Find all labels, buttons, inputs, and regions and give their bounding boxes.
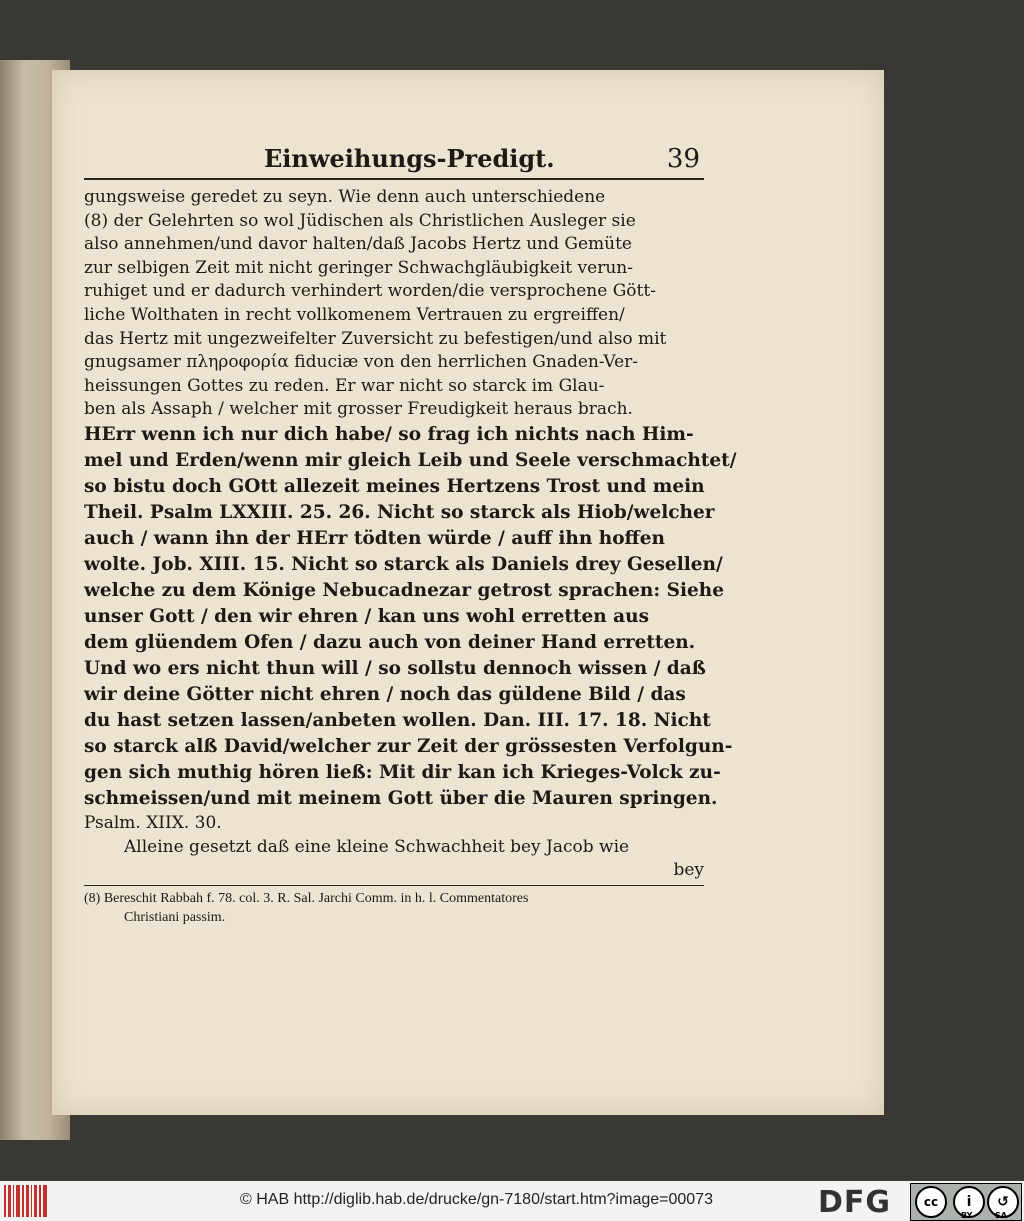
running-title: Einweihungs-Predigt. [264, 144, 555, 173]
quote-line: wir deine Götter nicht ehren / noch das güldene Bild / das [84, 683, 686, 705]
text-line: gnugsamer πληροφορία fiduciæ von den herrlichen Gnaden-Ver- [84, 352, 639, 373]
footer-bar [0, 1181, 1024, 1221]
text-line: heissungen Gottes zu reden. Er war nicht so starck im Glau- [84, 375, 605, 396]
quote-line: dem glüendem Ofen / dazu auch von deiner Hand erretten. [84, 631, 696, 653]
text-line: ben als Assaph / welcher mit grosser Freudigkeit heraus brach. [84, 399, 633, 420]
sa-icon: ↺ [987, 1186, 1019, 1218]
text-line: liche Wolthaten in recht vollkomenem Vertrauen zu ergreiffen/ [84, 304, 625, 325]
text-line: Alleine gesetzt daß eine kleine Schwachheit bey Jacob wie [124, 836, 630, 857]
copyright-link[interactable]: © HAB http://diglib.hab.de/drucke/gn-7180/start.htm?image=00073 [240, 1191, 713, 1208]
text-line: Theil. Psalm LXXIII. 25. 26. Nicht so starck als Hiob/welcher [84, 501, 715, 523]
text-line: so starck alß David/welcher zur Zeit der grössesten Verfolgun- [84, 735, 733, 757]
text-line: gen sich muthig hören ließ: Mit dir kan ich Krieges-Volck zu- [84, 761, 721, 783]
cc-sa-label: SA [995, 1211, 1007, 1220]
quote-line: HErr wenn ich nur dich habe/ so frag ich nichts nach Him- [84, 423, 694, 445]
quote-line: mel und Erden/wenn mir gleich Leib und Seele verschmachtet/ [84, 449, 737, 471]
footnote-rule [84, 885, 704, 886]
cc-license-badge[interactable] [910, 1183, 1022, 1221]
page-number: 39 [666, 144, 700, 174]
text-line: welche zu dem Könige Nebucadnezar getrost sprachen: Siehe [84, 579, 724, 601]
text-line: auch / wann ihn der HErr tödten würde / auff ihn hoffen [84, 527, 665, 549]
hab-barcode-logo [4, 1185, 48, 1217]
book-page [52, 70, 884, 1115]
catchword: bey [673, 860, 704, 881]
quote-line: so bistu doch GOtt allezeit meines Hertzens Trost und mein [84, 475, 705, 497]
text-line: zur selbigen Zeit mit nicht geringer Schwachgläubigkeit verun- [84, 257, 633, 278]
text-line: wolte. Job. XIII. 15. Nicht so starck als Daniels drey Gesellen/ [84, 553, 723, 575]
text-line: das Hertz mit ungezweifelter Zuversicht zu befestigen/und also mit [84, 328, 667, 349]
text-line: du hast setzen lassen/anbeten wollen. Dan. III. 17. 18. Nicht [84, 709, 711, 731]
quote-line: Und wo ers nicht thun will / so sollstu dennoch wissen / daß [84, 657, 706, 679]
running-head [84, 144, 704, 180]
text-line: (8) der Gelehrten so wol Jüdischen als Christlichen Ausleger sie [84, 210, 636, 231]
body-text [84, 186, 737, 881]
text-line: Psalm. XIIX. 30. [84, 812, 222, 833]
text-line: also annehmen/und davor halten/daß Jacobs Hertz und Gemüte [84, 234, 632, 255]
quote-line: unser Gott / den wir ehren / kan uns wohl erretten aus [84, 605, 649, 627]
footnotes [84, 889, 704, 927]
cc-by-label: BY [961, 1211, 973, 1220]
text-line: gungsweise geredet zu seyn. Wie denn auch unterschiedene [84, 187, 606, 207]
quote-line: schmeissen/und mit meinem Gott über die Mauren springen. [84, 787, 718, 809]
by-icon: i [953, 1186, 985, 1218]
page-content [84, 144, 737, 927]
dfg-logo: DFG [818, 1185, 892, 1220]
text-line: ruhiget und er dadurch verhindert worden/die versprochene Gött- [84, 281, 656, 302]
cc-icon: cc [915, 1186, 947, 1218]
footnote-line: (8) Bereschit Rabbah f. 78. col. 3. R. Sal. Jarchi Comm. in h. l. Commentatores [84, 891, 529, 907]
footnote-line: Christiani passim. [124, 910, 226, 926]
